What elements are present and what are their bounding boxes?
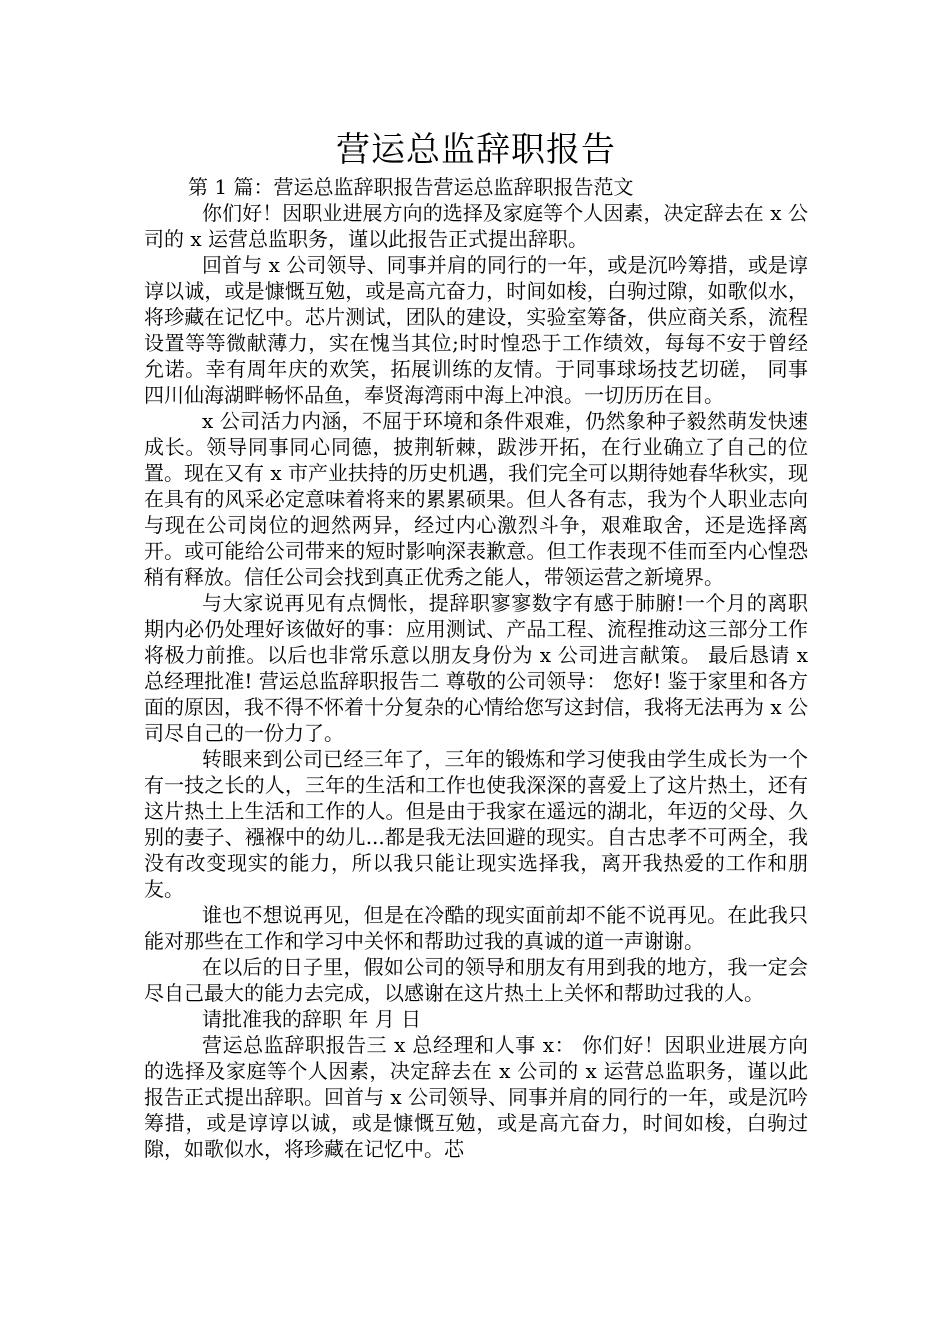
paragraph: 回首与 x 公司领导、同事并肩的同行的一年，或是沉吟筹措，或是谆谆以诚，或是慷慨互勉，或是高亢奋力，时间如梭，白驹过隙，如歌似水，将珍藏在记忆中。芯片测试，团队的建设，实验室筹备，供应商关系，流程设置等等微献薄力，实在愧当其位;时时惶恐于工作绩效，每每不安于曾经允诺。幸有周年庆的欢笑，拓展训练的友情。于同事球场技艺切磋， 同事四川仙海湖畔畅怀品鱼，奉贤海湾雨中海上冲浪。一切历历在目。 <box>144 253 808 407</box>
paragraph: x 公司活力内涵，不屈于环境和条件艰难，仍然象种子毅然萌发快速成长。领导同事同心同德，披荆斩棘，跋涉开拓，在行业确立了自己的位置。现在又有 x 市产业扶持的历史机遇，我们完全可以期待她春华秋实，现在具有的风采必定意味着将来的累累硕果。但人各有志，我为个人职业志向与现在公司岗位的迥然两异，经过内心激烈斗争，艰难取舍，还是选择离开。或可能给公司带来的短时影响深表歉意。但工作表现不佳而至内心惶恐稍有释放。信任公司会找到真正优秀之能人，带领运营之新境界。 <box>144 409 808 589</box>
signature-date-line: 请批准我的辞职 年 月 日 <box>202 1007 422 1031</box>
document-page <box>144 128 808 1162</box>
document-title: 营运总监辞职报告 <box>336 130 616 170</box>
chapter-heading: 第 1 篇：营运总监辞职报告营运总监辞职报告范文 <box>188 175 634 199</box>
paragraph: 在以后的日子里，假如公司的领导和朋友有用到我的地方，我一定会尽自己最大的能力去完成，以感谢在这片热土上关怀和帮助过我的人。 <box>144 955 808 1005</box>
paragraph: 与大家说再见有点惆怅，提辞职寥寥数字有感于肺腑!一个月的离职期内必仍处理好该做好的事：应用测试、产品工程、流程推动这三部分工作将极力前推。以后也非常乐意以朋友身份为 x 公司进言献策。 最后恳请 x 总经理批准! 营运总监辞职报告二 尊敬的公司领导： 您好! 鉴于家里和各方面的原因，我不得不怀着十分复杂的心情给您写这封信，我将无法再为 x 公司尽自己的一份力了。 <box>144 591 808 745</box>
paragraph: 营运总监辞职报告三 x 总经理和人事 x： 你们好！因职业进展方向的选择及家庭等个人因素，决定辞去在 x 公司的 x 运营总监职务，谨以此报告正式提出辞职。回首与 x 公司领导、同事并肩的同行的一年，或是沉吟筹措，或是谆谆以诚，或是慷慨互勉，或是高亢奋力，时间如梭，白驹过隙，如歌似水，将珍藏在记忆中。芯 <box>144 1033 808 1161</box>
paragraph: 你们好！因职业进展方向的选择及家庭等个人因素，决定辞去在 x 公司的 x 运营总监职务，谨以此报告正式提出辞职。 <box>144 201 808 251</box>
paragraph: 谁也不想说再见，但是在冷酷的现实面前却不能不说再见。在此我只能对那些在工作和学习中关怀和帮助过我的真诚的道一声谢谢。 <box>144 903 808 953</box>
paragraph: 转眼来到公司已经三年了，三年的锻炼和学习使我由学生成长为一个有一技之长的人，三年的生活和工作也使我深深的喜爱上了这片热土，还有这片热土上生活和工作的人。但是由于我家在遥远的湖北，年迈的父母、久别的妻子、襁褓中的幼儿...都是我无法回避的现实。自古忠孝不可两全，我没有改变现实的能力，所以我只能让现实选择我，离开我热爱的工作和朋友。 <box>144 747 808 901</box>
